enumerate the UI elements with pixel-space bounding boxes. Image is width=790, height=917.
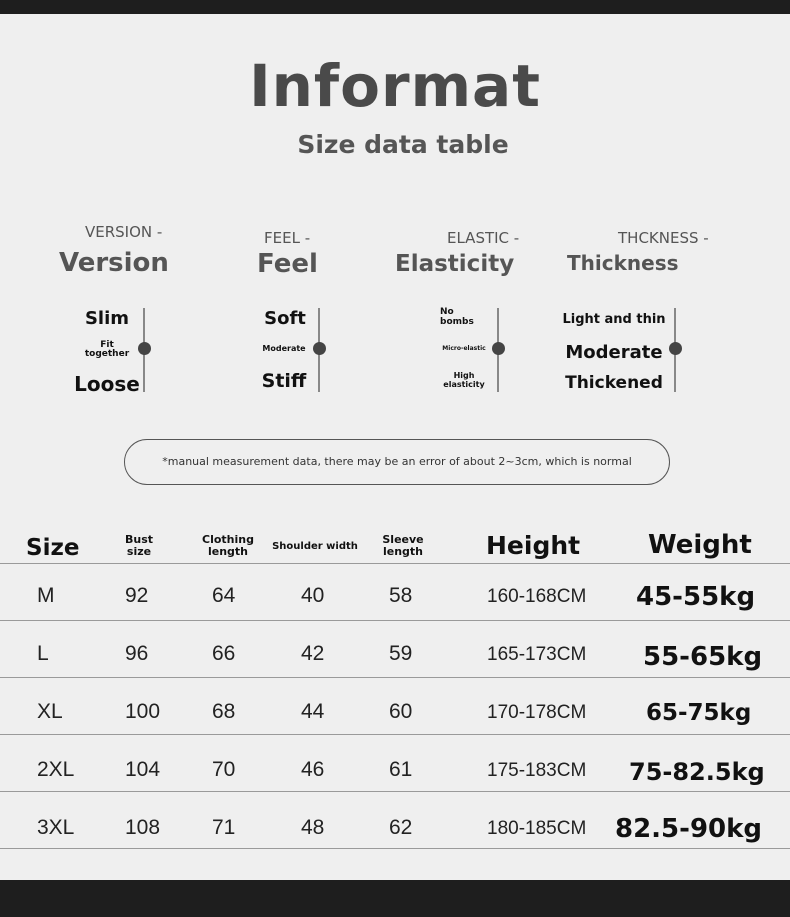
elastic-scale-bottom: High elasticity: [443, 371, 485, 389]
header-weight: Weight: [648, 530, 752, 560]
thickness-scale-top: Light and thin: [562, 312, 666, 327]
thickness-scale-marker: [669, 342, 682, 355]
header-height: Height: [486, 531, 581, 560]
feel-small-label: FEEL -: [264, 229, 311, 247]
row-2xl-shoulder: 46: [301, 758, 325, 781]
header-clothing: Clothing length: [202, 533, 254, 558]
elastic-heading: Elasticity: [395, 251, 515, 277]
version-scale-middle: Fit together: [84, 340, 130, 359]
table-divider: [0, 677, 790, 678]
row-xl-size: XL: [37, 700, 63, 723]
row-xl-bust: 100: [125, 700, 161, 723]
row-2xl-height: 175-183CM: [487, 760, 587, 781]
row-3xl-sleeve: 62: [389, 816, 413, 839]
page-subtitle: Size data table: [297, 130, 509, 159]
row-l-clothing: 66: [212, 642, 236, 665]
thickness-scale-middle: Moderate: [565, 342, 663, 363]
row-3xl-height: 180-185CM: [487, 818, 587, 839]
row-2xl-bust: 104: [125, 758, 161, 781]
elastic-scale-marker: [492, 342, 505, 355]
table-divider: [0, 734, 790, 735]
measurement-note: *manual measurement data, there may be an error of about 2~3cm, which is normal: [124, 439, 670, 485]
row-m-sleeve: 58: [389, 584, 413, 607]
thickness-small-label: THCKNESS -: [618, 229, 709, 247]
row-3xl-bust: 108: [125, 816, 161, 839]
header-bust: Bust size: [124, 533, 154, 558]
thickness-heading: Thickness: [567, 251, 679, 275]
size-info-sheet: [0, 14, 790, 880]
row-m-height: 160-168CM: [487, 586, 587, 607]
row-l-weight: 55-65kg: [643, 642, 763, 672]
thickness-scale-bottom: Thickened: [565, 373, 663, 393]
row-3xl-clothing: 71: [212, 816, 236, 839]
row-l-sleeve: 59: [389, 642, 413, 665]
version-scale-top: Slim: [84, 308, 130, 329]
elastic-scale-middle: Micro-elastic: [442, 345, 486, 352]
feel-heading: Feel: [257, 249, 318, 279]
row-2xl-size: 2XL: [37, 758, 75, 781]
version-scale-marker: [138, 342, 151, 355]
feel-scale-top: Soft: [264, 308, 306, 329]
row-3xl-weight: 82.5-90kg: [615, 814, 763, 844]
row-xl-clothing: 68: [212, 700, 236, 723]
table-divider: [0, 563, 790, 564]
row-m-weight: 45-55kg: [636, 582, 756, 612]
row-xl-shoulder: 44: [301, 700, 325, 723]
row-3xl-size: 3XL: [37, 816, 75, 839]
header-shoulder: Shoulder width: [272, 541, 358, 552]
row-m-bust: 92: [125, 584, 149, 607]
version-scale-bottom: Loose: [74, 372, 140, 396]
feel-scale-marker: [313, 342, 326, 355]
elastic-scale-top: No bombs: [440, 307, 474, 327]
table-divider: [0, 791, 790, 792]
version-heading: Version: [59, 248, 169, 278]
row-m-size: M: [37, 584, 55, 607]
row-m-clothing: 64: [212, 584, 236, 607]
table-divider: [0, 620, 790, 621]
row-m-shoulder: 40: [301, 584, 325, 607]
row-l-size: L: [37, 642, 49, 665]
row-l-shoulder: 42: [301, 642, 325, 665]
feel-scale-middle: Moderate: [262, 344, 306, 353]
row-xl-height: 170-178CM: [487, 702, 587, 723]
page-title: Informat: [249, 52, 541, 120]
feel-scale-bottom: Stiff: [261, 370, 307, 392]
row-3xl-shoulder: 48: [301, 816, 325, 839]
row-2xl-sleeve: 61: [389, 758, 413, 781]
header-sleeve: Sleeve length: [382, 533, 424, 558]
row-xl-sleeve: 60: [389, 700, 413, 723]
table-divider: [0, 848, 790, 849]
row-l-height: 165-173CM: [487, 644, 587, 665]
row-xl-weight: 65-75kg: [646, 700, 752, 726]
row-l-bust: 96: [125, 642, 149, 665]
row-2xl-clothing: 70: [212, 758, 236, 781]
row-2xl-weight: 75-82.5kg: [629, 758, 765, 786]
elastic-small-label: ELASTIC -: [447, 229, 520, 247]
version-small-label: VERSION -: [85, 223, 163, 241]
header-size: Size: [26, 535, 80, 561]
